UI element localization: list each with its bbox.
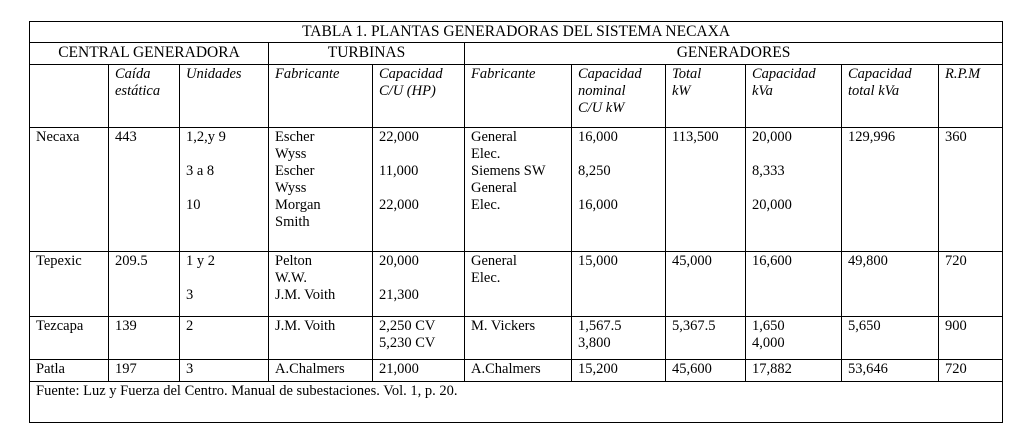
table-row	[30, 317, 1003, 360]
cell-rpm: 360	[939, 128, 1003, 252]
cell-rpm: 900	[939, 317, 1003, 360]
header-empty-cell	[30, 65, 109, 128]
header-turbina-fabricante: Fabricante	[269, 65, 373, 128]
header-rpm: R.P.M	[939, 65, 1003, 128]
header-capacidad-kva: Capacidad kVa	[746, 65, 842, 128]
cell-capacidad-kva: 17,882	[746, 360, 842, 382]
column-header-row	[30, 65, 1003, 128]
cell-generador-fabricante: M. Vickers	[465, 317, 572, 360]
cell-unidades: 2	[180, 317, 269, 360]
cell-capacidad-total-kva: 53,646	[842, 360, 939, 382]
cell-generador-fabricante: A.Chalmers	[465, 360, 572, 382]
cell-total-kw: 113,500	[666, 128, 746, 252]
cell-central: Patla	[30, 360, 109, 382]
cell-caida: 443	[109, 128, 180, 252]
table-row	[30, 252, 1003, 317]
cell-rpm: 720	[939, 360, 1003, 382]
cell-turbina-fabricante: Escher Wyss Escher Wyss Morgan Smith	[269, 128, 373, 252]
header-total-kw: Total kW	[666, 65, 746, 128]
cell-capacidad-total-kva: 129,996	[842, 128, 939, 252]
cell-generador-fabricante: General Elec.	[465, 252, 572, 317]
cell-unidades: 1 y 2 3	[180, 252, 269, 317]
cell-capacidad-nominal: 15,000	[572, 252, 666, 317]
cell-capacidad-total-kva: 49,800	[842, 252, 939, 317]
cell-total-kw: 45,000	[666, 252, 746, 317]
header-generador-fabricante: Fabricante	[465, 65, 572, 128]
cell-capacidad-kva: 16,600	[746, 252, 842, 317]
cell-unidades: 3	[180, 360, 269, 382]
cell-central: Tepexic	[30, 252, 109, 317]
cell-total-kw: 45,600	[666, 360, 746, 382]
cell-total-kw: 5,367.5	[666, 317, 746, 360]
group-header-generadores: GENERADORES	[465, 43, 1003, 65]
cell-capacidad-total-kva: 5,650	[842, 317, 939, 360]
header-capacidad-nominal: Capacidad nominal C/U kW	[572, 65, 666, 128]
cell-rpm: 720	[939, 252, 1003, 317]
header-turbina-capacidad: Capacidad C/U (HP)	[373, 65, 465, 128]
cell-caida: 209.5	[109, 252, 180, 317]
cell-turbina-capacidad: 20,000 21,300	[373, 252, 465, 317]
cell-turbina-fabricante: A.Chalmers	[269, 360, 373, 382]
cell-turbina-fabricante: J.M. Voith	[269, 317, 373, 360]
cell-caida: 197	[109, 360, 180, 382]
cell-central: Tezcapa	[30, 317, 109, 360]
table-row	[30, 360, 1003, 382]
cell-turbina-fabricante: Pelton W.W. J.M. Voith	[269, 252, 373, 317]
cell-unidades: 1,2,y 9 3 a 8 10	[180, 128, 269, 252]
source-note: Fuente: Luz y Fuerza del Centro. Manual de subestaciones. Vol. 1, p. 20.	[30, 382, 1003, 423]
table-row	[30, 128, 1003, 252]
header-capacidad-total-kva: Capacidad total kVa	[842, 65, 939, 128]
header-caida-estatica: Caída estática	[109, 65, 180, 128]
necaxa-plants-table	[29, 21, 1003, 423]
cell-capacidad-nominal: 16,000 8,250 16,000	[572, 128, 666, 252]
cell-turbina-capacidad: 21,000	[373, 360, 465, 382]
cell-central: Necaxa	[30, 128, 109, 252]
header-unidades: Unidades	[180, 65, 269, 128]
group-header-turbinas: TURBINAS	[269, 43, 465, 65]
cell-capacidad-nominal: 15,200	[572, 360, 666, 382]
cell-turbina-capacidad: 22,000 11,000 22,000	[373, 128, 465, 252]
group-header-central: CENTRAL GENERADORA	[30, 43, 269, 65]
cell-capacidad-kva: 20,000 8,333 20,000	[746, 128, 842, 252]
cell-turbina-capacidad: 2,250 CV 5,230 CV	[373, 317, 465, 360]
cell-generador-fabricante: General Elec. Siemens SW General Elec.	[465, 128, 572, 252]
cell-capacidad-kva: 1,650 4,000	[746, 317, 842, 360]
table-title: TABLA 1. PLANTAS GENERADORAS DEL SISTEMA NECAXA	[30, 22, 1003, 43]
cell-capacidad-nominal: 1,567.5 3,800	[572, 317, 666, 360]
cell-caida: 139	[109, 317, 180, 360]
